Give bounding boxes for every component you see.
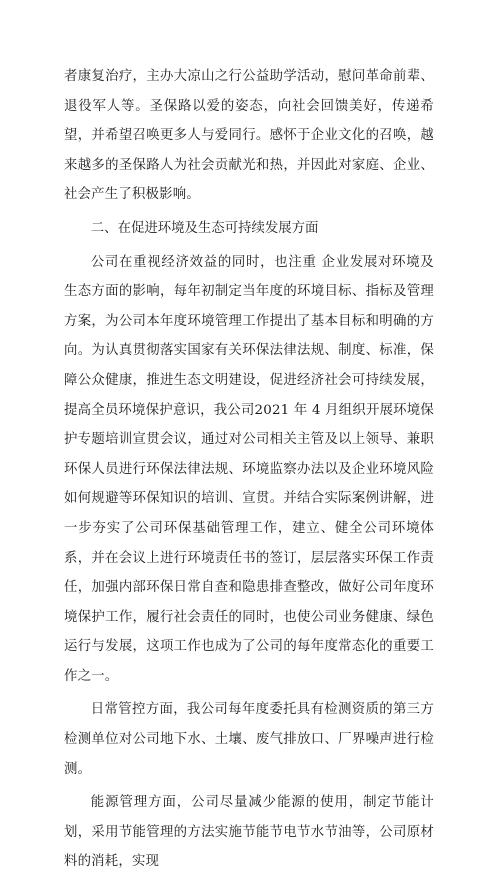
paragraph-energy: 能源管理方面，公司尽量减少能源的使用，制定节能计划，采用节能管理的方法实施节能节电节水节油等，公司原材料的消耗，实现 (64, 795, 434, 870)
section-heading: 二、在促进环境及生态可持续发展方面 (90, 220, 319, 236)
paragraph-environment: 公司在重视经济效益的同时，也注重 企业发展对环境及生态方面的影响，每年初制定当年度的环境目标、指标及管理方案，为公司本年度环境管理工作提出了基本目标和明确的方向。为认真贯彻落实国家有关环保法律法规、制度、标准，保障公众健康，推进生态文明建设，促进经济社会可持续发展，提高全员环境保护意识，我公司2021 年 4 月组织开展环境保护专题培训宣贯会议，通过对公司相关主管及以上领导、兼职环保人员进行环保法律法规、环境监察办法以及企业环境风险如何规避等环保知识的培训、宣贯。并结合实际案例讲解，进一步夯实了公司环保基础管理工作，建立、健全公司环境体系，并在会议上进行环境责任书的签订，层层落实环保工作责任，加强内部环保日常自查和隐患排查整改，做好公司年度环境保护工作，履行社会责任的同时，也使公司业务健康、绿色运行与发展，这项工作也成为了公司的每年度常态化的重要工作之一。 (64, 254, 434, 684)
paragraph-continued: 者康复治疗，主办大凉山之行公益助学活动，慰问革命前辈、退役军人等。圣保路以爱的姿态，向社会回馈美好，传递希望，并希望召唤更多人与爱同行。感怀于企业文化的召唤，越来越多的圣保路人为社会贡献光和热，并因此对家庭、企业、社会产生了积极影响。 (64, 69, 434, 203)
document-page (64, 62, 434, 877)
paragraph-daily-control: 日常管控方面，我公司每年度委托具有检测资质的第三方检测单位对公司地下水、土壤、废气排放口、厂界噪声进行检测。 (64, 702, 434, 777)
